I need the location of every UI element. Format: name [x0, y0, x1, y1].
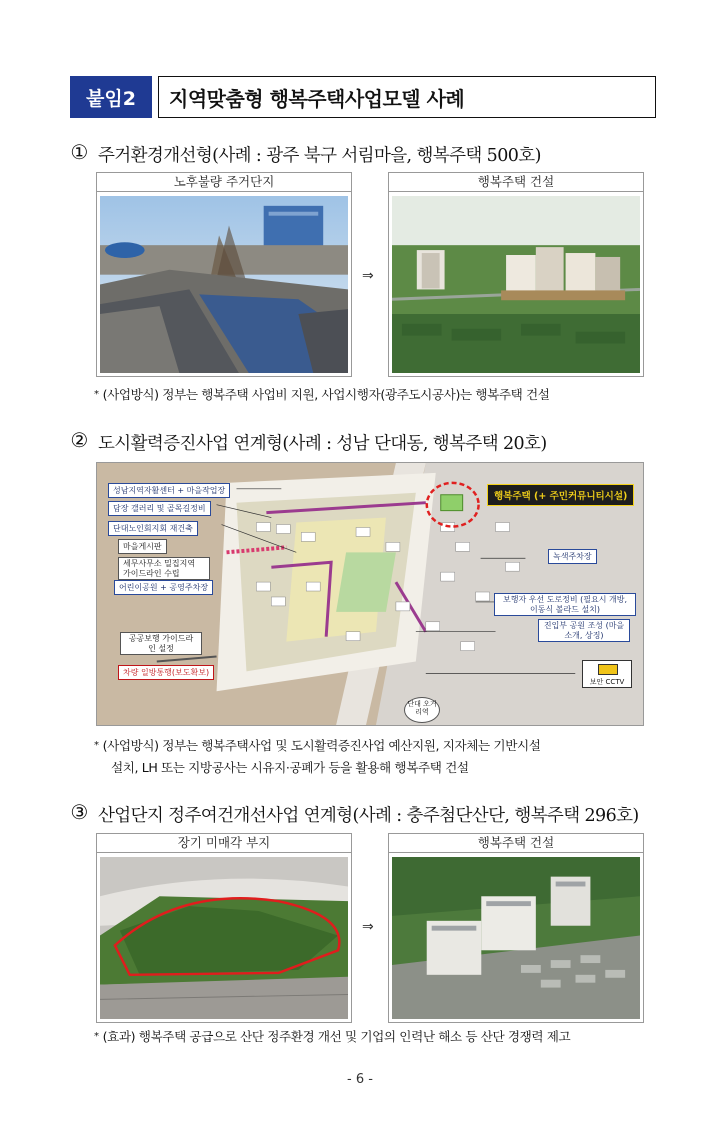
section-1-before-photo [96, 172, 352, 377]
happy-housing-highlight: 행복주택 (+ 주민커뮤니티시설) [487, 484, 634, 506]
map-label-5: 세무사무소 밀집지역 가이드라인 수립 [118, 557, 210, 580]
unsold-site-image [100, 857, 348, 1019]
section-3-before-photo [96, 833, 352, 1023]
section-2-note-line-1 [94, 735, 541, 757]
map-label-8: 차량 일방통행(보도확보) [118, 665, 214, 680]
section-1-before-label: 노후불량 주거단지 [97, 173, 351, 192]
section-3-arrow: ⇒ [362, 919, 374, 935]
section-2-note-text-1: (사업방식) 정부는 행복주택사업 및 도시활력증진사업 예산지원, 지자체는 기반시설 [102, 738, 541, 753]
note-star: * [94, 740, 99, 751]
section-3-title-text: 산업단지 정주여건개선사업 연계형(사례 : 충주첨단산단, 행복주택 296호) [98, 806, 639, 826]
map-label-right-1: 녹색주차장 [548, 549, 597, 564]
cctv-icon [598, 664, 618, 675]
section-2-title-text: 도시활력증진사업 연계형(사례 : 성남 단대동, 행복주택 20호) [98, 434, 547, 454]
section-1-after-photo [388, 172, 644, 377]
cctv-label [582, 660, 632, 688]
section-3-number: ③ [70, 800, 88, 824]
page-header [70, 76, 656, 118]
section-3-after-photo [388, 833, 644, 1023]
page-title: 지역맞춤형 행복주택사업모델 사례 [158, 76, 656, 118]
station-stamp: 단대 오거리역 [404, 697, 440, 723]
section-1-title [68, 141, 541, 167]
page-number: - 6 - [347, 1072, 373, 1087]
section-1-note [94, 384, 550, 406]
cctv-text: 보안 CCTV [589, 678, 625, 686]
note-star: * [94, 389, 99, 400]
old-housing-image [100, 196, 348, 373]
note-star: * [94, 1031, 99, 1042]
section-2-note-line-2: 설치, LH 또는 지방공사는 시유지·공폐가 등을 활용해 행복주택 건설 [111, 760, 469, 775]
map-label-6: 어린이공원 + 공영주차장 [114, 580, 213, 595]
section-1-number: ① [70, 140, 88, 164]
new-housing-rendering-image [392, 196, 640, 373]
section-3-after-label: 행복주택 건설 [389, 834, 643, 853]
map-label-1: 성남지역자활센터 + 마을작업장 [108, 483, 230, 498]
section-1-title-text: 주거환경개선형(사례 : 광주 북구 서림마을, 행복주택 500호) [98, 146, 541, 166]
map-label-right-3: 진입부 공원 조성 (마을 소개, 상징) [538, 619, 630, 642]
map-label-7: 공공보행 가이드라인 설정 [120, 632, 202, 655]
section-1-arrow: ⇒ [362, 268, 374, 284]
map-label-4: 마을게시판 [118, 539, 167, 554]
section-3-note-text: (효과) 행복주택 공급으로 산단 정주환경 개선 및 기업의 인력난 해소 등 산단 경쟁력 제고 [102, 1029, 571, 1044]
attachment-badge: 붙임2 [70, 76, 152, 118]
section-3-before-label: 장기 미매각 부지 [97, 834, 351, 853]
map-label-3: 단대노인회지회 재건축 [108, 521, 198, 536]
section-3-title [68, 801, 639, 827]
section-2-title [68, 429, 547, 455]
map-label-right-2: 보행자 우선 도로정비 (필요시 개방, 이동식 볼라드 설치) [494, 593, 636, 616]
section-1-note-text: (사업방식) 정부는 행복주택 사업비 지원, 사업시행자(광주도시공사)는 행복주택 건설 [102, 387, 550, 402]
section-3-note [94, 1026, 570, 1048]
section-2-number: ② [70, 428, 88, 452]
map-label-2: 담장 갤러리 및 골목길정비 [108, 501, 211, 516]
industrial-housing-rendering-image [392, 857, 640, 1019]
section-1-after-label: 행복주택 건설 [389, 173, 643, 192]
